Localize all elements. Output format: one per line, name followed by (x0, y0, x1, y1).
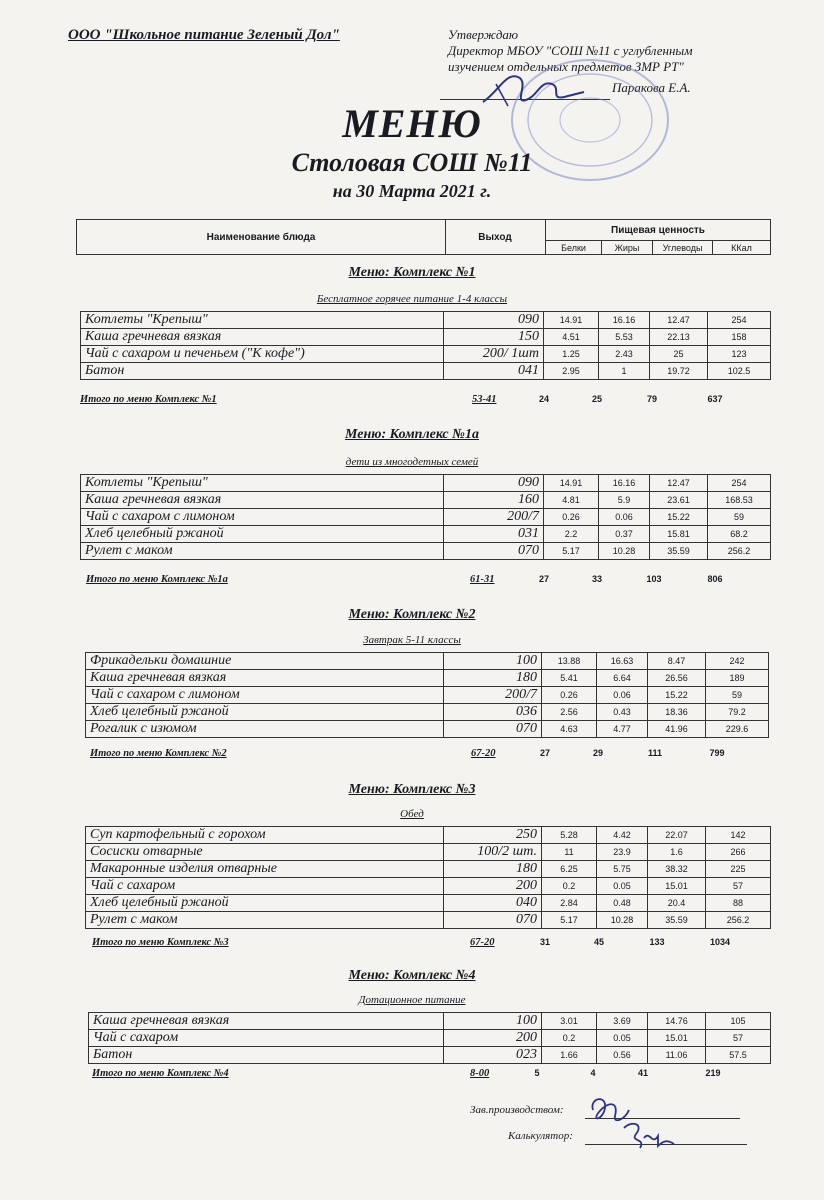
dish-output: 200/ 1шт (444, 346, 544, 363)
table-row (81, 492, 771, 509)
total-protein: 27 (539, 748, 550, 758)
header-nutrition: Пищевая ценность (546, 220, 770, 241)
table-row (86, 653, 769, 670)
dish-carbs: 23.61 (650, 492, 708, 509)
table-row (89, 1013, 771, 1030)
dish-protein: 3.01 (542, 1013, 597, 1030)
table-row (81, 526, 771, 543)
production-manager-label: Зав.производством: (470, 1104, 564, 1116)
total-carbs: 133 (649, 937, 665, 947)
section-subtitle: дети из многодетных семей (345, 456, 479, 468)
section-title: Меню: Комплекс №3 (348, 782, 476, 797)
dish-carbs: 26.56 (648, 670, 706, 687)
header-fat: Жиры (602, 241, 653, 254)
dish-name: Котлеты "Крепыш" (81, 475, 444, 492)
table-row (86, 721, 769, 738)
dish-fat: 0.56 (597, 1047, 648, 1064)
header-kcal: ККал (731, 242, 752, 253)
dish-fat: 1 (599, 363, 650, 380)
section-subtitle: Бесплатное горячее питание 1-4 классы (316, 293, 508, 305)
dish-fat: 0.37 (599, 526, 650, 543)
dish-kcal: 256.2 (708, 543, 771, 560)
total-protein: 24 (538, 394, 549, 404)
dish-name: Хлеб целебный ржаной (86, 895, 444, 912)
dish-fat: 5.75 (597, 861, 648, 878)
dish-output: 200 (444, 878, 542, 895)
total-output: 67-20 (470, 937, 495, 948)
dish-kcal: 59 (708, 509, 771, 526)
dish-kcal: 158 (708, 329, 771, 346)
header-carbs: Углеводы (653, 241, 713, 254)
table-row (86, 844, 771, 861)
dish-protein: 4.51 (544, 329, 599, 346)
total-output: 53-41 (472, 394, 497, 405)
dish-fat: 0.43 (597, 704, 648, 721)
dish-protein: 5.17 (544, 543, 599, 560)
table-row (86, 912, 771, 929)
dish-carbs: 18.36 (648, 704, 706, 721)
total-label: Итого по меню Комплекс №1а (86, 574, 228, 585)
dish-protein: 0.2 (542, 878, 597, 895)
menu-date: на 30 Марта 2021 г. (332, 181, 492, 201)
dish-carbs: 22.13 (650, 329, 708, 346)
dish-output: 100 (444, 1013, 542, 1030)
total-output: 8-00 (470, 1068, 490, 1079)
dish-fat: 0.48 (597, 895, 648, 912)
approval-line: Директор МБОУ "СОШ №11 с углубленным (448, 43, 693, 58)
total-output: 67-20 (471, 748, 496, 759)
table-row (86, 878, 771, 895)
calculator-signature (618, 1118, 678, 1154)
dish-fat: 23.9 (597, 844, 648, 861)
total-label: Итого по меню Комплекс №2 (90, 748, 227, 759)
dish-carbs: 20.4 (648, 895, 706, 912)
total-carbs: 103 (646, 574, 662, 584)
dish-fat: 4.42 (597, 827, 648, 844)
dish-kcal: 189 (706, 670, 769, 687)
dish-kcal: 59 (706, 687, 769, 704)
dish-protein: 4.81 (544, 492, 599, 509)
header-output: Выход (445, 220, 546, 254)
table-row (86, 827, 771, 844)
table-row (81, 363, 771, 380)
dish-output: 200/7 (444, 687, 542, 704)
dish-protein: 11 (542, 844, 597, 861)
table-header (76, 219, 771, 255)
dish-kcal: 242 (706, 653, 769, 670)
dish-output: 070 (444, 912, 542, 929)
dish-kcal: 57.5 (706, 1047, 771, 1064)
dish-fat: 3.69 (597, 1013, 648, 1030)
dish-table (85, 826, 771, 929)
dish-kcal: 229.6 (706, 721, 769, 738)
dish-protein: 14.91 (544, 312, 599, 329)
dish-name: Каша гречневая вязкая (81, 492, 444, 509)
table-row (86, 895, 771, 912)
dish-fat: 0.05 (597, 878, 648, 895)
dish-carbs: 15.01 (648, 878, 706, 895)
table-row (81, 312, 771, 329)
table-row (86, 861, 771, 878)
table-row (89, 1030, 771, 1047)
header-dish-name: Наименование блюда (77, 220, 446, 254)
dish-fat: 5.9 (599, 492, 650, 509)
dish-output: 023 (444, 1047, 542, 1064)
dish-output: 180 (444, 861, 542, 878)
organization-name: ООО "Школьное питание Зеленый Дол" (68, 27, 340, 43)
table-row (86, 670, 769, 687)
dish-kcal: 142 (706, 827, 771, 844)
total-kcal: 219 (705, 1068, 721, 1078)
total-label: Итого по меню Комплекс №3 (92, 937, 229, 948)
canteen-name: Столовая СОШ №11 (291, 148, 533, 177)
dish-kcal: 102.5 (708, 363, 771, 380)
dish-fat: 2.43 (599, 346, 650, 363)
total-fat: 25 (591, 394, 602, 404)
dish-fat: 0.06 (599, 509, 650, 526)
dish-fat: 0.05 (597, 1030, 648, 1047)
dish-table (80, 474, 771, 560)
dish-name: Хлеб целебный ржаной (81, 526, 444, 543)
dish-protein: 0.26 (542, 687, 597, 704)
dish-name: Чай с сахаром (89, 1030, 444, 1047)
dish-carbs: 38.32 (648, 861, 706, 878)
total-kcal: 799 (709, 748, 725, 758)
dish-name: Котлеты "Крепыш" (81, 312, 444, 329)
dish-kcal: 57 (706, 1030, 771, 1047)
dish-fat: 6.64 (597, 670, 648, 687)
dish-fat: 16.16 (599, 475, 650, 492)
dish-fat: 16.16 (599, 312, 650, 329)
dish-protein: 13.88 (542, 653, 597, 670)
dish-output: 041 (444, 363, 544, 380)
dish-output: 040 (444, 895, 542, 912)
dish-kcal: 105 (706, 1013, 771, 1030)
total-protein: 27 (538, 574, 549, 584)
dish-carbs: 14.76 (648, 1013, 706, 1030)
calculator-label: Калькулятор: (508, 1130, 573, 1142)
dish-kcal: 88 (706, 895, 771, 912)
total-output: 61-31 (470, 574, 495, 585)
section-subtitle: Завтрак 5-11 классы (363, 634, 461, 646)
section-subtitle: Дотационное питание (358, 994, 466, 1006)
dish-carbs: 41.96 (648, 721, 706, 738)
dish-carbs: 22.07 (648, 827, 706, 844)
dish-name: Рулет с маком (86, 912, 444, 929)
total-fat: 4 (590, 1068, 596, 1078)
dish-fat: 10.28 (599, 543, 650, 560)
dish-output: 250 (444, 827, 542, 844)
total-protein: 31 (539, 937, 550, 947)
dish-kcal: 123 (708, 346, 771, 363)
section-title: Меню: Комплекс №1а (345, 427, 479, 442)
dish-kcal: 256.2 (706, 912, 771, 929)
dish-kcal: 225 (706, 861, 771, 878)
dish-kcal: 266 (706, 844, 771, 861)
dish-output: 090 (444, 312, 544, 329)
dish-output: 100 (444, 653, 542, 670)
dish-protein: 0.26 (544, 509, 599, 526)
page-title: МЕНЮ (342, 101, 482, 146)
dish-name: Каша гречневая вязкая (89, 1013, 444, 1030)
dish-output: 200/7 (444, 509, 544, 526)
dish-protein: 2.84 (542, 895, 597, 912)
dish-name: Хлеб целебный ржаной (86, 704, 444, 721)
dish-fat: 0.06 (597, 687, 648, 704)
dish-output: 150 (444, 329, 544, 346)
dish-output: 200 (444, 1030, 542, 1047)
total-label: Итого по меню Комплекс №1 (80, 394, 217, 405)
total-carbs: 79 (646, 394, 657, 404)
dish-protein: 6.25 (542, 861, 597, 878)
dish-carbs: 15.01 (648, 1030, 706, 1047)
dish-kcal: 57 (706, 878, 771, 895)
total-protein: 5 (534, 1068, 540, 1078)
table-row (86, 687, 769, 704)
dish-protein: 2.2 (544, 526, 599, 543)
table-row (86, 704, 769, 721)
total-fat: 29 (592, 748, 603, 758)
dish-protein: 0.2 (542, 1030, 597, 1047)
dish-kcal: 79.2 (706, 704, 769, 721)
dish-name: Батон (81, 363, 444, 380)
total-carbs: 41 (637, 1068, 648, 1078)
dish-name: Сосиски отварные (86, 844, 444, 861)
dish-name: Макаронные изделия отварные (86, 861, 444, 878)
dish-name: Фрикадельки домашние (86, 653, 444, 670)
dish-name: Чай с сахаром (86, 878, 444, 895)
dish-protein: 5.17 (542, 912, 597, 929)
table-row (81, 475, 771, 492)
total-fat: 33 (591, 574, 602, 584)
dish-output: 180 (444, 670, 542, 687)
dish-name: Суп картофельный с горохом (86, 827, 444, 844)
dish-carbs: 12.47 (650, 312, 708, 329)
dish-protein: 5.28 (542, 827, 597, 844)
dish-output: 070 (444, 543, 544, 560)
approval-line: Утверждаю (448, 27, 519, 42)
dish-kcal: 254 (708, 312, 771, 329)
approval-line: изучением отдельных предметов ЗМР РТ" (448, 59, 684, 74)
dish-name: Чай с сахаром с лимоном (86, 687, 444, 704)
dish-fat: 4.77 (597, 721, 648, 738)
dish-carbs: 15.22 (648, 687, 706, 704)
header-protein: Белки (546, 241, 602, 254)
table-row (81, 346, 771, 363)
dish-protein: 5.41 (542, 670, 597, 687)
dish-kcal: 254 (708, 475, 771, 492)
dish-name: Батон (89, 1047, 444, 1064)
dish-name: Каша гречневая вязкая (81, 329, 444, 346)
total-kcal: 1034 (709, 937, 731, 947)
dish-protein: 4.63 (542, 721, 597, 738)
dish-carbs: 25 (650, 346, 708, 363)
dish-carbs: 15.81 (650, 526, 708, 543)
total-label: Итого по меню Комплекс №4 (92, 1068, 229, 1079)
dish-carbs: 15.22 (650, 509, 708, 526)
dish-name: Каша гречневая вязкая (86, 670, 444, 687)
dish-carbs: 8.47 (648, 653, 706, 670)
dish-name: Рулет с маком (81, 543, 444, 560)
total-kcal: 806 (707, 574, 723, 584)
dish-protein: 14.91 (544, 475, 599, 492)
dish-protein: 1.25 (544, 346, 599, 363)
dish-name: Чай с сахаром и печеньем ("К кофе") (81, 346, 444, 363)
table-row (81, 509, 771, 526)
dish-output: 036 (444, 704, 542, 721)
dish-protein: 2.95 (544, 363, 599, 380)
section-subtitle: Обед (400, 808, 424, 820)
section-title: Меню: Комплекс №2 (348, 607, 476, 622)
dish-fat: 5.53 (599, 329, 650, 346)
dish-output: 070 (444, 721, 542, 738)
dish-output: 100/2 шт. (444, 844, 542, 861)
dish-protein: 2.56 (542, 704, 597, 721)
dish-fat: 16.63 (597, 653, 648, 670)
dish-carbs: 11.06 (648, 1047, 706, 1064)
dish-table (85, 652, 769, 738)
total-kcal: 637 (707, 394, 723, 404)
dish-table (80, 311, 771, 380)
dish-carbs: 19.72 (650, 363, 708, 380)
dish-output: 160 (444, 492, 544, 509)
dish-kcal: 68.2 (708, 526, 771, 543)
dish-output: 031 (444, 526, 544, 543)
dish-name: Чай с сахаром с лимоном (81, 509, 444, 526)
dish-protein: 1.66 (542, 1047, 597, 1064)
dish-carbs: 1.6 (648, 844, 706, 861)
section-title: Меню: Комплекс №1 (348, 265, 476, 280)
section-title: Меню: Комплекс №4 (348, 968, 476, 983)
dish-carbs: 35.59 (648, 912, 706, 929)
signer-name: Паракова Е.А. (612, 80, 691, 95)
table-row (89, 1047, 771, 1064)
dish-carbs: 35.59 (650, 543, 708, 560)
dish-kcal: 168.53 (708, 492, 771, 509)
dish-fat: 10.28 (597, 912, 648, 929)
dish-carbs: 12.47 (650, 475, 708, 492)
total-fat: 45 (593, 937, 604, 947)
table-row (81, 329, 771, 346)
total-carbs: 111 (647, 748, 663, 758)
dish-table (88, 1012, 771, 1064)
dish-name: Рогалик с изюмом (86, 721, 444, 738)
table-row (81, 543, 771, 560)
dish-output: 090 (444, 475, 544, 492)
